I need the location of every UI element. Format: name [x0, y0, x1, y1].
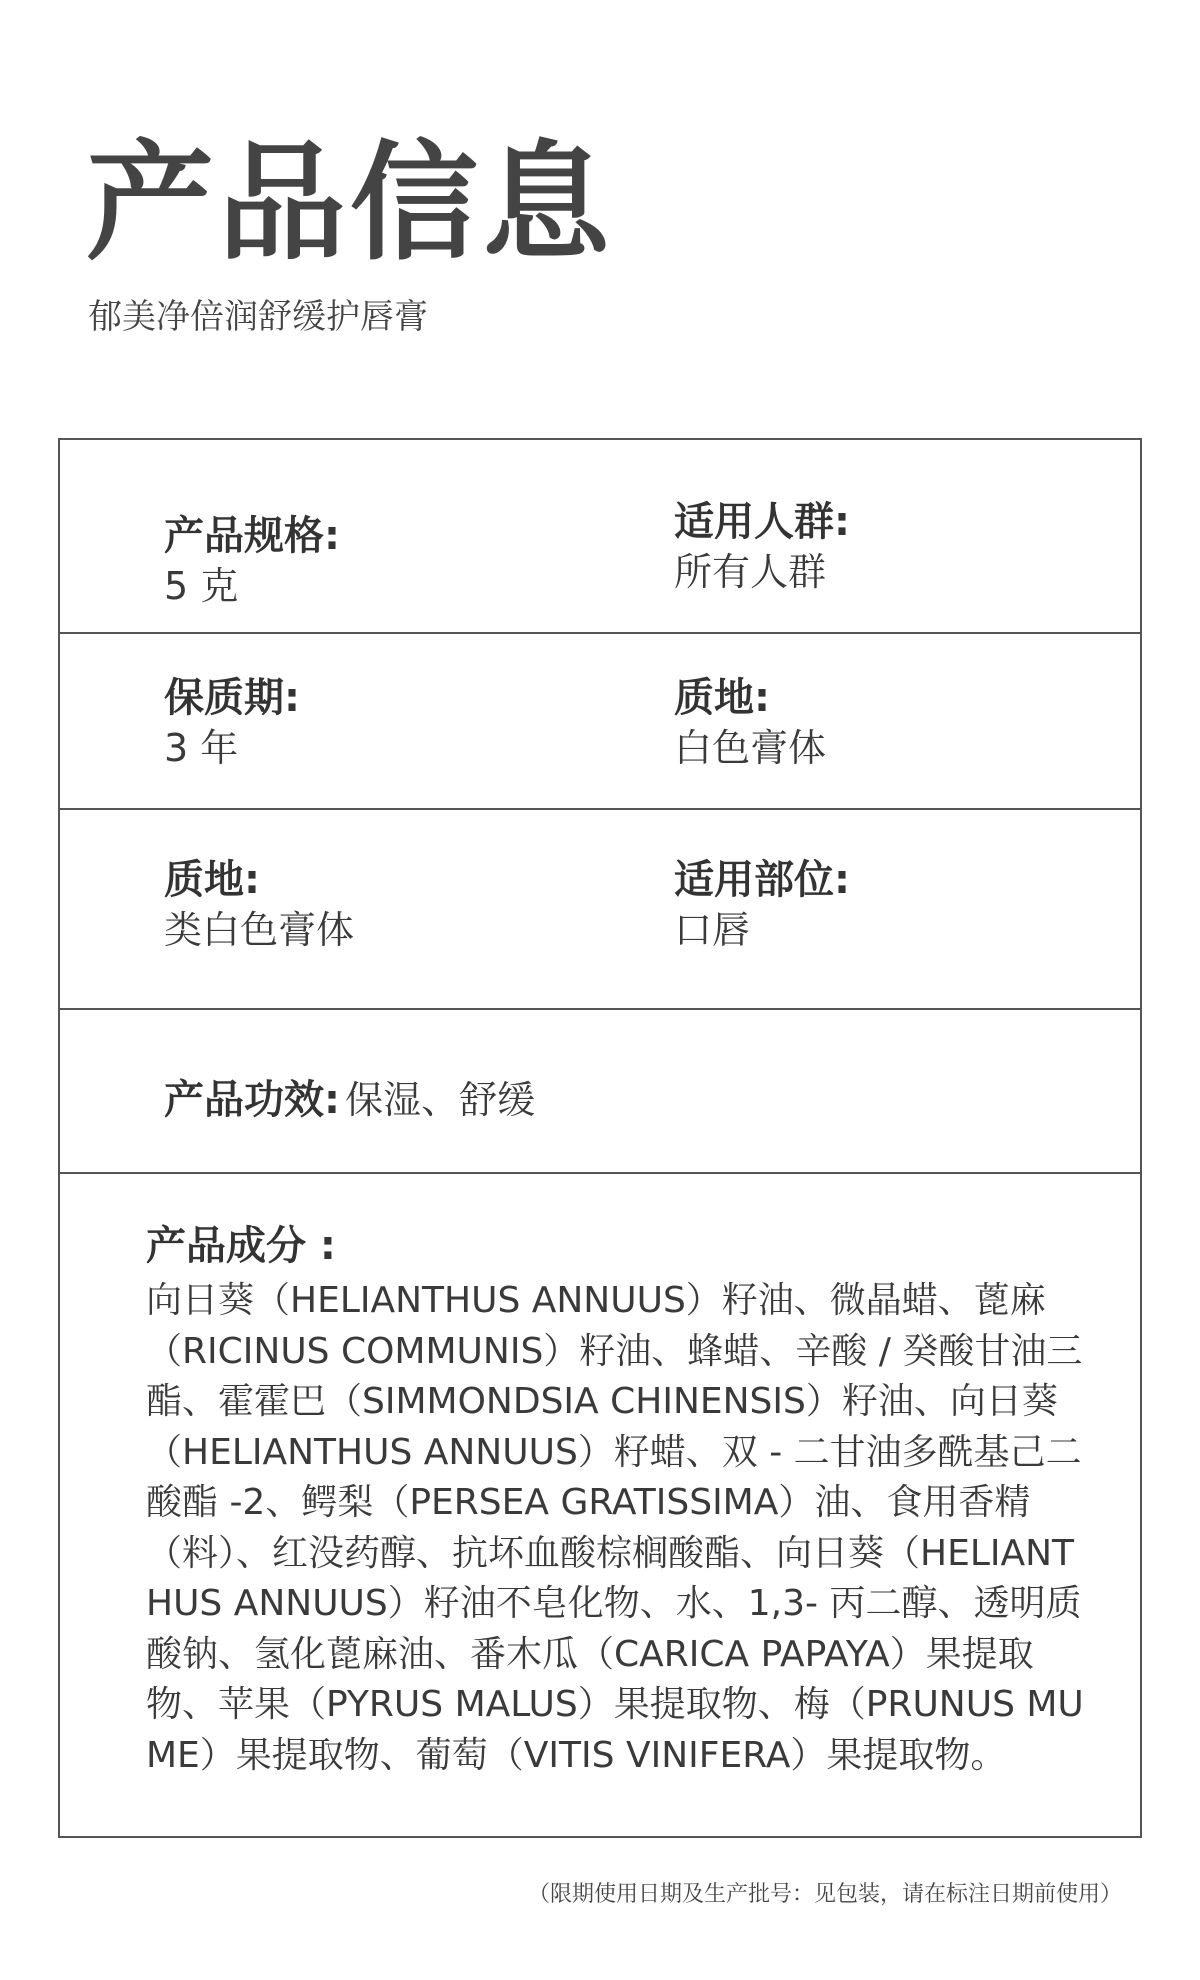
texture2-label: 质地:	[164, 857, 260, 903]
texture-label: 质地:	[674, 675, 770, 721]
product-info-table	[58, 438, 1142, 1838]
cell-area	[674, 856, 850, 954]
audience-label: 适用人群:	[674, 499, 850, 545]
row-efficacy	[60, 1010, 1140, 1174]
row-spec-audience	[60, 440, 1140, 634]
cell-efficacy	[164, 1068, 535, 1125]
ingredients-list: 向日葵（HELIANTHUS ANNUUS）籽油、微晶蜡、蓖麻（RICINUS COMMUNIS）籽油、蜂蜡、辛酸 / 癸酸甘油三酯、霍霍巴（SIMMONDSIA CHINENSIS）籽油、向日葵（HELIANTHUS ANNUUS）籽蜡、双 - 二甘油多酰基己二酸酯 -2、鳄梨（PERSEA GRATISSIMA）油、食用香精（料）、红没药醇、抗坏血酸棕榈酸酯、向日葵（HELIANTHUS ANNUUS）籽油不皂化物、水、1,3- 丙二醇、透明质酸钠、氢化蓖麻油、番木瓜（CARICA PAPAYA）果提取物、苹果（PYRUS MALUS）果提取物、梅（PRUNUS MUME）果提取物、葡萄（VITIS VINIFERA）果提取物。	[146, 1280, 1084, 1776]
texture-value: 白色膏体	[674, 726, 827, 770]
product-name: 郁美净倍润舒缓护唇膏	[88, 297, 428, 337]
cell-shelf-life	[164, 674, 300, 772]
area-value: 口唇	[674, 908, 751, 952]
audience-value: 所有人群	[674, 550, 827, 594]
shelf-life-label: 保质期:	[164, 675, 300, 721]
efficacy-value: 保湿、舒缓	[345, 1078, 536, 1122]
efficacy-label: 产品功效:	[164, 1077, 340, 1123]
cell-texture	[674, 674, 826, 772]
texture2-value: 类白色膏体	[164, 908, 355, 952]
cell-ingredients	[146, 1222, 1096, 1781]
row-ingredients	[60, 1174, 1140, 1836]
cell-texture-2	[164, 856, 354, 954]
spec-value: 5 克	[164, 564, 239, 608]
spec-label: 产品规格:	[164, 513, 340, 559]
page-title: 产品信息	[86, 129, 615, 278]
row-texture-area	[60, 810, 1140, 1010]
expiry-note: （限期使用日期及生产批号：见包装，请在标注日期前使用）	[527, 1882, 1122, 1907]
shelf-life-value: 3 年	[164, 726, 239, 770]
cell-spec	[164, 512, 340, 610]
cell-audience	[674, 498, 850, 596]
ingredients-label: 产品成分 :	[146, 1223, 336, 1269]
area-label: 适用部位:	[674, 857, 850, 903]
row-shelf-texture	[60, 634, 1140, 810]
